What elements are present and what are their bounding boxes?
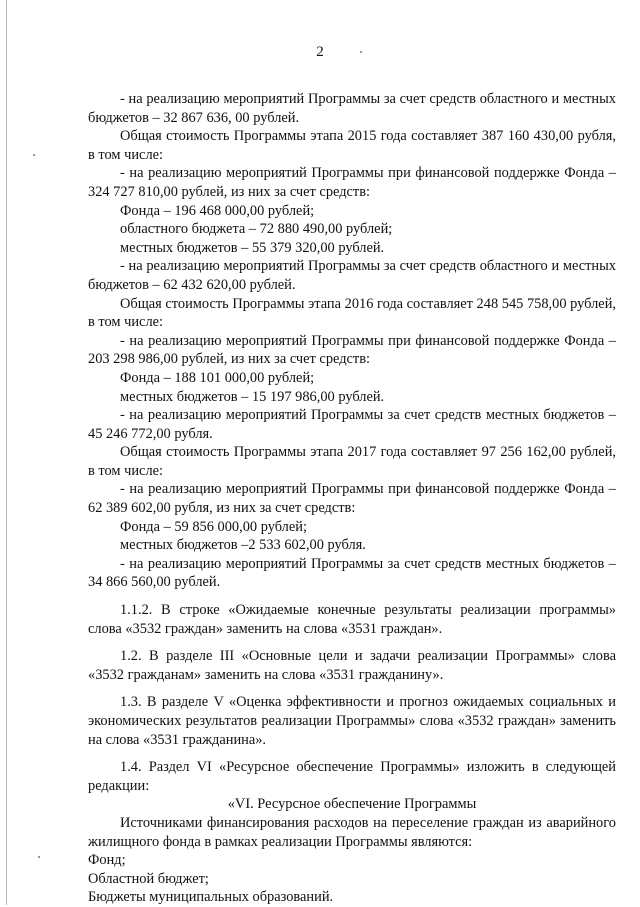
paragraph: - на реализацию мероприятий Программы при финансовой поддержке Фонда – 203 298 986,00 рублей, из них за счет средств: [88, 332, 616, 368]
paragraph: Бюджеты муниципальных образований. [88, 889, 334, 906]
paragraph: Общая стоимость Программы этапа 2016 года составляет 248 545 758,00 рублей, в том числе: [88, 295, 616, 331]
paragraph: Общая стоимость Программы этапа 2015 года составляет 387 160 430,00 рубля, в том числе: [88, 128, 616, 163]
paragraph: 1.3. В разделе V «Оценка эффективности и прогноз ожидаемых социальных и экономических результатов реализации Программы» слова «3532 граждан» заменить на слова «3531 гражданина». [88, 694, 616, 748]
paragraph: Общая стоимость Программы этапа 2017 года составляет 97 256 162,00 рублей, в том числе: [88, 444, 616, 479]
page-number: 2 [316, 44, 324, 60]
section-heading: «VI. Ресурсное обеспечение Программы [227, 796, 477, 813]
paragraph: Фонда – 196 468 000,00 рублей; [120, 202, 315, 219]
paragraph: - на реализацию мероприятий Программы за счет средств областного и местных бюджетов – 62 432 620,00 рублей. [88, 258, 616, 293]
paragraph: местных бюджетов – 55 379 320,00 рублей. [120, 239, 385, 256]
scan-speck [38, 856, 40, 858]
paragraph: - на реализацию мероприятий Программы за счет средств местных бюджетов – 34 866 560,00 рублей. [88, 555, 616, 591]
paragraph: Фонда – 188 101 000,00 рублей; [120, 369, 315, 386]
paragraph: 1.4. Раздел VI «Ресурсное обеспечение Программы» изложить в следующей редакции: [88, 759, 616, 794]
paragraph: - на реализацию мероприятий Программы при финансовой поддержке Фонда – 62 389 602,00 рубля, из них за счет средств: [88, 481, 616, 517]
paragraph: местных бюджетов – 15 197 986,00 рублей. [120, 388, 385, 405]
paragraph: Фонда – 59 856 000,00 рублей; [120, 518, 307, 535]
paragraph: местных бюджетов –2 533 602,00 рубля. [120, 537, 366, 554]
scan-edge-line [6, 0, 7, 905]
paragraph: областного бюджета – 72 880 490,00 рублей; [120, 221, 393, 238]
paragraph: Областной бюджет; [88, 870, 209, 887]
paragraph: Фонд; [88, 852, 126, 869]
scan-speck [360, 51, 362, 53]
paragraph: - на реализацию мероприятий Программы за счет средств местных бюджетов – 45 246 772,00 рубля. [88, 407, 616, 442]
paragraph: 1.1.2. В строке «Ожидаемые конечные результаты реализации программы» слова «3532 граждан» заменить на слова «3531 граждан». [88, 602, 616, 637]
document-body [88, 90, 616, 907]
paragraph: - на реализацию мероприятий Программы при финансовой поддержке Фонда – 324 727 810,00 рублей, из них за счет средств: [88, 165, 616, 200]
scan-speck [33, 154, 35, 156]
paragraph: - на реализацию мероприятий Программы за счет средств областного и местных бюджетов – 32 867 636, 00 рублей. [88, 91, 616, 126]
paragraph: Источниками финансирования расходов на переселение граждан из аварийного жилищного фонда в рамках реализации Программы являются: [88, 814, 616, 850]
paragraph: 1.2. В разделе III «Основные цели и задачи реализации Программы» слова «3532 гражданам» заменить на слова «3531 гражданину». [88, 648, 616, 683]
